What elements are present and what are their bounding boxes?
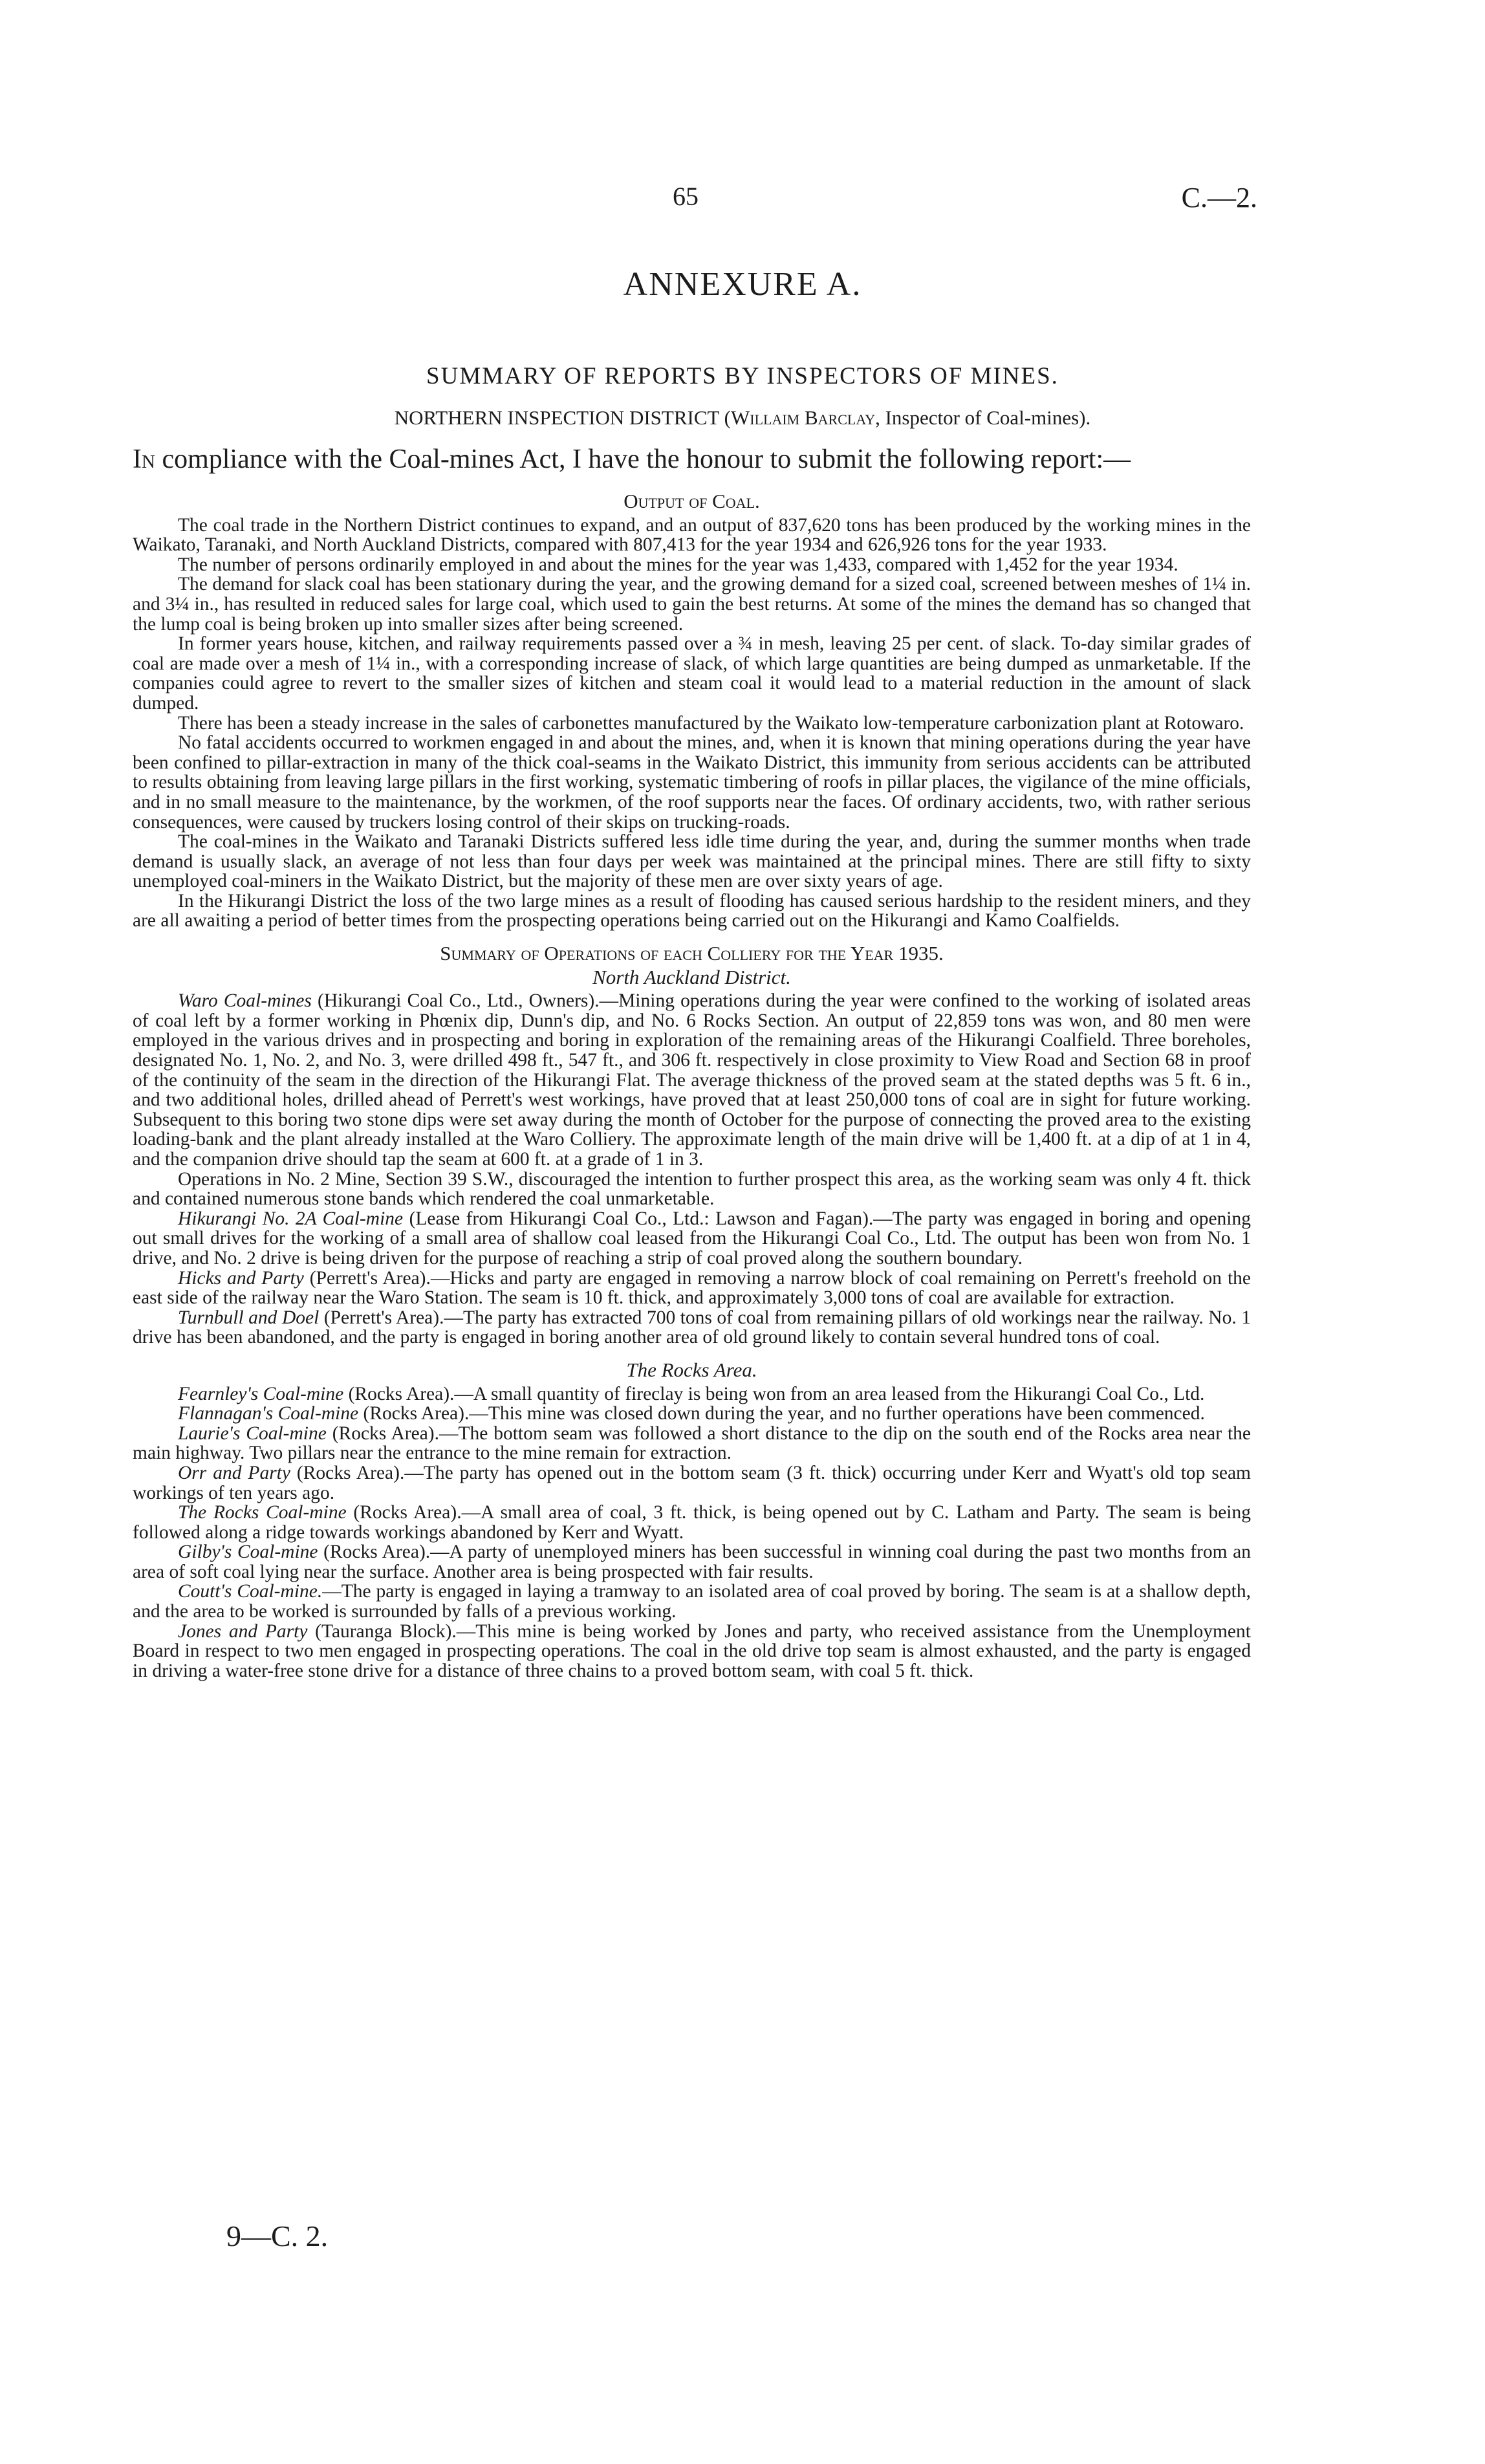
intro-sentence (133, 444, 1297, 475)
colliery-entry (133, 1269, 1251, 1308)
output-paragraph: There has been a steady increase in the sales of carbonettes manufactured by the Waikato low-temperature carbonization plant at Rotowaro. (178, 712, 1244, 734)
colliery-entry (133, 1503, 1251, 1542)
intro-first-word: In (133, 444, 155, 474)
colliery-name: Orr and Party (178, 1462, 290, 1483)
colliery-text: (Rocks Area).—The bottom seam was followed a short distance to the dip on the south end of the Rocks area near the main highway. Two pillars near the entrance to the mine remain for extraction. (133, 1423, 1251, 1464)
colliery-text: (Rocks Area).—A party of unemployed miners has been successful in winning coal during the past two months from an area of soft coal lying near the surface. Another area is being prospected with fair results. (133, 1542, 1251, 1582)
signature-mark: 9—C. 2. (226, 2219, 329, 2252)
output-paragraph: In former years house, kitchen, and railway requirements passed over a ¾ in mesh, leaving 25 per cent. of slack. To-day similar grades of coal are made over a mesh of 1¼ in., with a corresponding increase of slack, of which large quantities are being dumped as unmarketable. If the companies could agree to revert to the smaller sizes of kitchen and steam coal it would lead to a material reduction in the amount of slack dumped. (133, 633, 1251, 714)
colliery-entry (133, 1308, 1251, 1347)
colliery-text: (Hikurangi Coal Co., Ltd., Owners).—Mining operations during the year were confined to the working of isolated areas of coal left by a former working in Phœnix dip, Dunn's dip, and No. 6 Rocks Section. An output of 22,859 tons was won, and 80 men were employed in the various drives and in prospecting and boring in exploration of the remaining areas of the Hikurangi Coalfield. Three boreholes, designated No. 1, No. 2, and No. 3, were drilled 498 ft., 547 ft., and 306 ft. respectively in close proximity to View Road and Section 68 in proof of the continuity of the seam in the direction of the Hikurangi Flat. The average thickness of the proved seam at the stated depths was 5 ft. 6 in., and two additional holes, drilled ahead of Perrett's west workings, have proved that at least 250,000 tons of coal are in sight for future working. Subsequent to this boring two stone dips were set away during the month of October for the purpose of connecting the proved area to the existing loading-bank and the plant already installed at the Waro Colliery. The approximate length of the main drive will be 1,400 ft. at a dip of at 1 in 4, and the companion drive should tap the seam at 600 ft. at a grade of 1 in 3. (133, 990, 1251, 1170)
output-paragraph: The coal-mines in the Waikato and Taranaki Districts suffered less idle time during the year, and, during the summer months when trade demand is usually slack, an average of not less than four days per week was maintained at the principal mines. There are still fifty to sixty unemployed coal-miners in the Waikato District, but the majority of these men are over sixty years of age. (133, 831, 1251, 892)
inspector-name: Willaim Barclay (730, 406, 876, 429)
colliery-text: (Lease from Hikurangi Coal Co., Ltd.: Lawson and Fagan).—The party was engaged in boring and opening out small drives for the working of a small area of shallow coal leased from the Hikurangi Coal Co., Ltd. The output has been won from No. 1 drive, and No. 2 drive is being driven for the purpose of reaching a strip of coal proved along the southern boundary. (133, 1208, 1251, 1269)
colliery-text: (Tauranga Block).—This mine is being worked by Jones and party, who received assistance from the Unemployment Board in respect to two men engaged in prospecting operations. The coal in the old drive top seam is almost exhausted, and the party is engaged in driving a water-free stone drive for a distance of three chains to a proved bottom seam, with coal 5 ft. thick. (133, 1620, 1251, 1681)
colliery-entry (133, 1424, 1251, 1463)
north-auckland-heading: North Auckland District. (592, 965, 791, 988)
colliery-text: (Rocks Area).—A small area of coal, 3 ft. thick, is being opened out by C. Latham and Party. The seam is being followed along a ridge towards workings abandoned by Kerr and Wyatt. (133, 1502, 1251, 1543)
series-code: C.—2. (1181, 182, 1257, 213)
colliery-entry (133, 1463, 1251, 1503)
colliery-entry (133, 1384, 1251, 1404)
output-paragraph: No fatal accidents occurred to workmen engaged in and about the mines, and, when it is known that mining operations during the year have been confined to pillar-extraction in many of the thick coal-seams in the Waikato District, this immunity from serious accidents can be attributed to results obtaining from leaving large pillars in the first working, systematic timbering of roofs in pillar places, the vigilance of the mine officials, and in no small measure to the maintenance, by the workmen, of the roof supports near the faces. Of ordinary accidents, two, with rather serious consequences, were caused by truckers losing control of their skips on trucking-roads. (133, 732, 1251, 833)
colliery-name: Fearnley's Coal-mine (178, 1383, 344, 1404)
colliery-entry (133, 1542, 1251, 1582)
colliery-text: Operations in No. 2 Mine, Section 39 S.W., discouraged the intention to further prospect this area, as the working seam was only 4 ft. thick and contained numerous stone bands which rendered the coal unmarketable. (133, 1168, 1251, 1210)
output-paragraph: The coal trade in the Northern District continues to expand, and an output of 837,620 tons has been produced by the working mines in the Waikato, Taranaki, and North Auckland Districts, compared with 807,413 for the year 1934 and 626,926 tons for the year 1933. (133, 514, 1251, 556)
colliery-text: (Rocks Area).—A small quantity of fireclay is being won from an area leased from the Hikurangi Coal Co., Ltd. (343, 1383, 1205, 1404)
colliery-name: The Rocks Coal-mine (178, 1502, 347, 1523)
colliery-text: (Rocks Area).—This mine was closed down during the year, and no further operations have been commenced. (358, 1403, 1205, 1424)
output-paragraph: The number of persons ordinarily employed in and about the mines for the year was 1,433, compared with 1,452 for the year 1934. (178, 554, 1178, 575)
intro-rest: compliance with the Coal-mines Act, I have the honour to submit the following report:— (155, 444, 1131, 474)
district-suffix: , Inspector of Coal-mines). (875, 406, 1091, 429)
colliery-entry (133, 1209, 1251, 1269)
colliery-name: Coutt's Coal-mine. (178, 1581, 323, 1602)
report-body (133, 492, 1251, 1681)
colliery-name: Hikurangi No. 2A Coal-mine (178, 1208, 404, 1229)
colliery-text: (Perrett's Area).—Hicks and party are engaged in removing a narrow block of coal remaining on Perrett's freehold on the east side of the railway near the Waro Station. The seam is 10 ft. thick, and approximately 3,000 tons of coal are available for extraction. (133, 1267, 1251, 1309)
colliery-name: Flannagan's Coal-mine (178, 1403, 359, 1424)
district-line (0, 406, 1485, 430)
colliery-text: (Rocks Area).—The party has opened out in the bottom seam (3 ft. thick) occurring under Kerr and Wyatt's old top seam workings of ten years ago. (133, 1462, 1251, 1503)
colliery-name: Turnbull and Doel (178, 1307, 320, 1328)
colliery-entry (133, 991, 1251, 1169)
output-paragraph: In the Hikurangi District the loss of the two large mines as a result of flooding has caused serious hardship to the resident miners, and they are all awaiting a period of better times from the prospecting operations being carried out on the Hikurangi and Kamo Coalfields. (133, 890, 1251, 932)
colliery-text: (Perrett's Area).—The party has extracted 700 tons of coal from remaining pillars of old workings near the railway. No. 1 drive has been abandoned, and the party is engaged in boring another area of old ground likely to contain several hundred tons of coal. (133, 1307, 1252, 1348)
colliery-text: —The party is engaged in laying a tramway to an isolated area of coal proved by boring. The seam is at a shallow depth, and the area to be worked is surrounded by falls of a previous working. (133, 1581, 1251, 1622)
colliery-name: Hicks and Party (178, 1267, 304, 1289)
colliery-name: Waro Coal-mines (178, 990, 312, 1012)
page-number: 65 (673, 182, 699, 211)
summary-title: SUMMARY OF REPORTS BY INSPECTORS OF MINES. (426, 363, 1059, 389)
colliery-entry (133, 1622, 1251, 1681)
colliery-entry (133, 1582, 1251, 1621)
colliery-entry (133, 1170, 1251, 1209)
colliery-name: Laurie's Coal-mine (178, 1423, 327, 1444)
output-of-coal-heading: Output of Coal. (623, 490, 760, 512)
operations-heading: Summary of Operations of each Colliery for the Year 1935. (440, 942, 944, 965)
output-paragraph: The demand for slack coal has been stationary during the year, and the growing demand for a sized coal, screened between meshes of 1¼ in. and 3¼ in., has resulted in reduced sales for large coal, which used to gain the best returns. At some of the mines the demand has so changed that the lump coal is being broken up into smaller sizes after being screened. (133, 574, 1251, 635)
district-prefix: NORTHERN INSPECTION DISTRICT ( (394, 406, 731, 429)
colliery-entry (133, 1404, 1251, 1424)
colliery-name: Jones and Party (178, 1620, 308, 1642)
rocks-area-heading: The Rocks Area. (626, 1358, 757, 1381)
annexure-title: ANNEXURE A. (623, 266, 862, 303)
colliery-name: Gilby's Coal-mine (178, 1542, 318, 1563)
